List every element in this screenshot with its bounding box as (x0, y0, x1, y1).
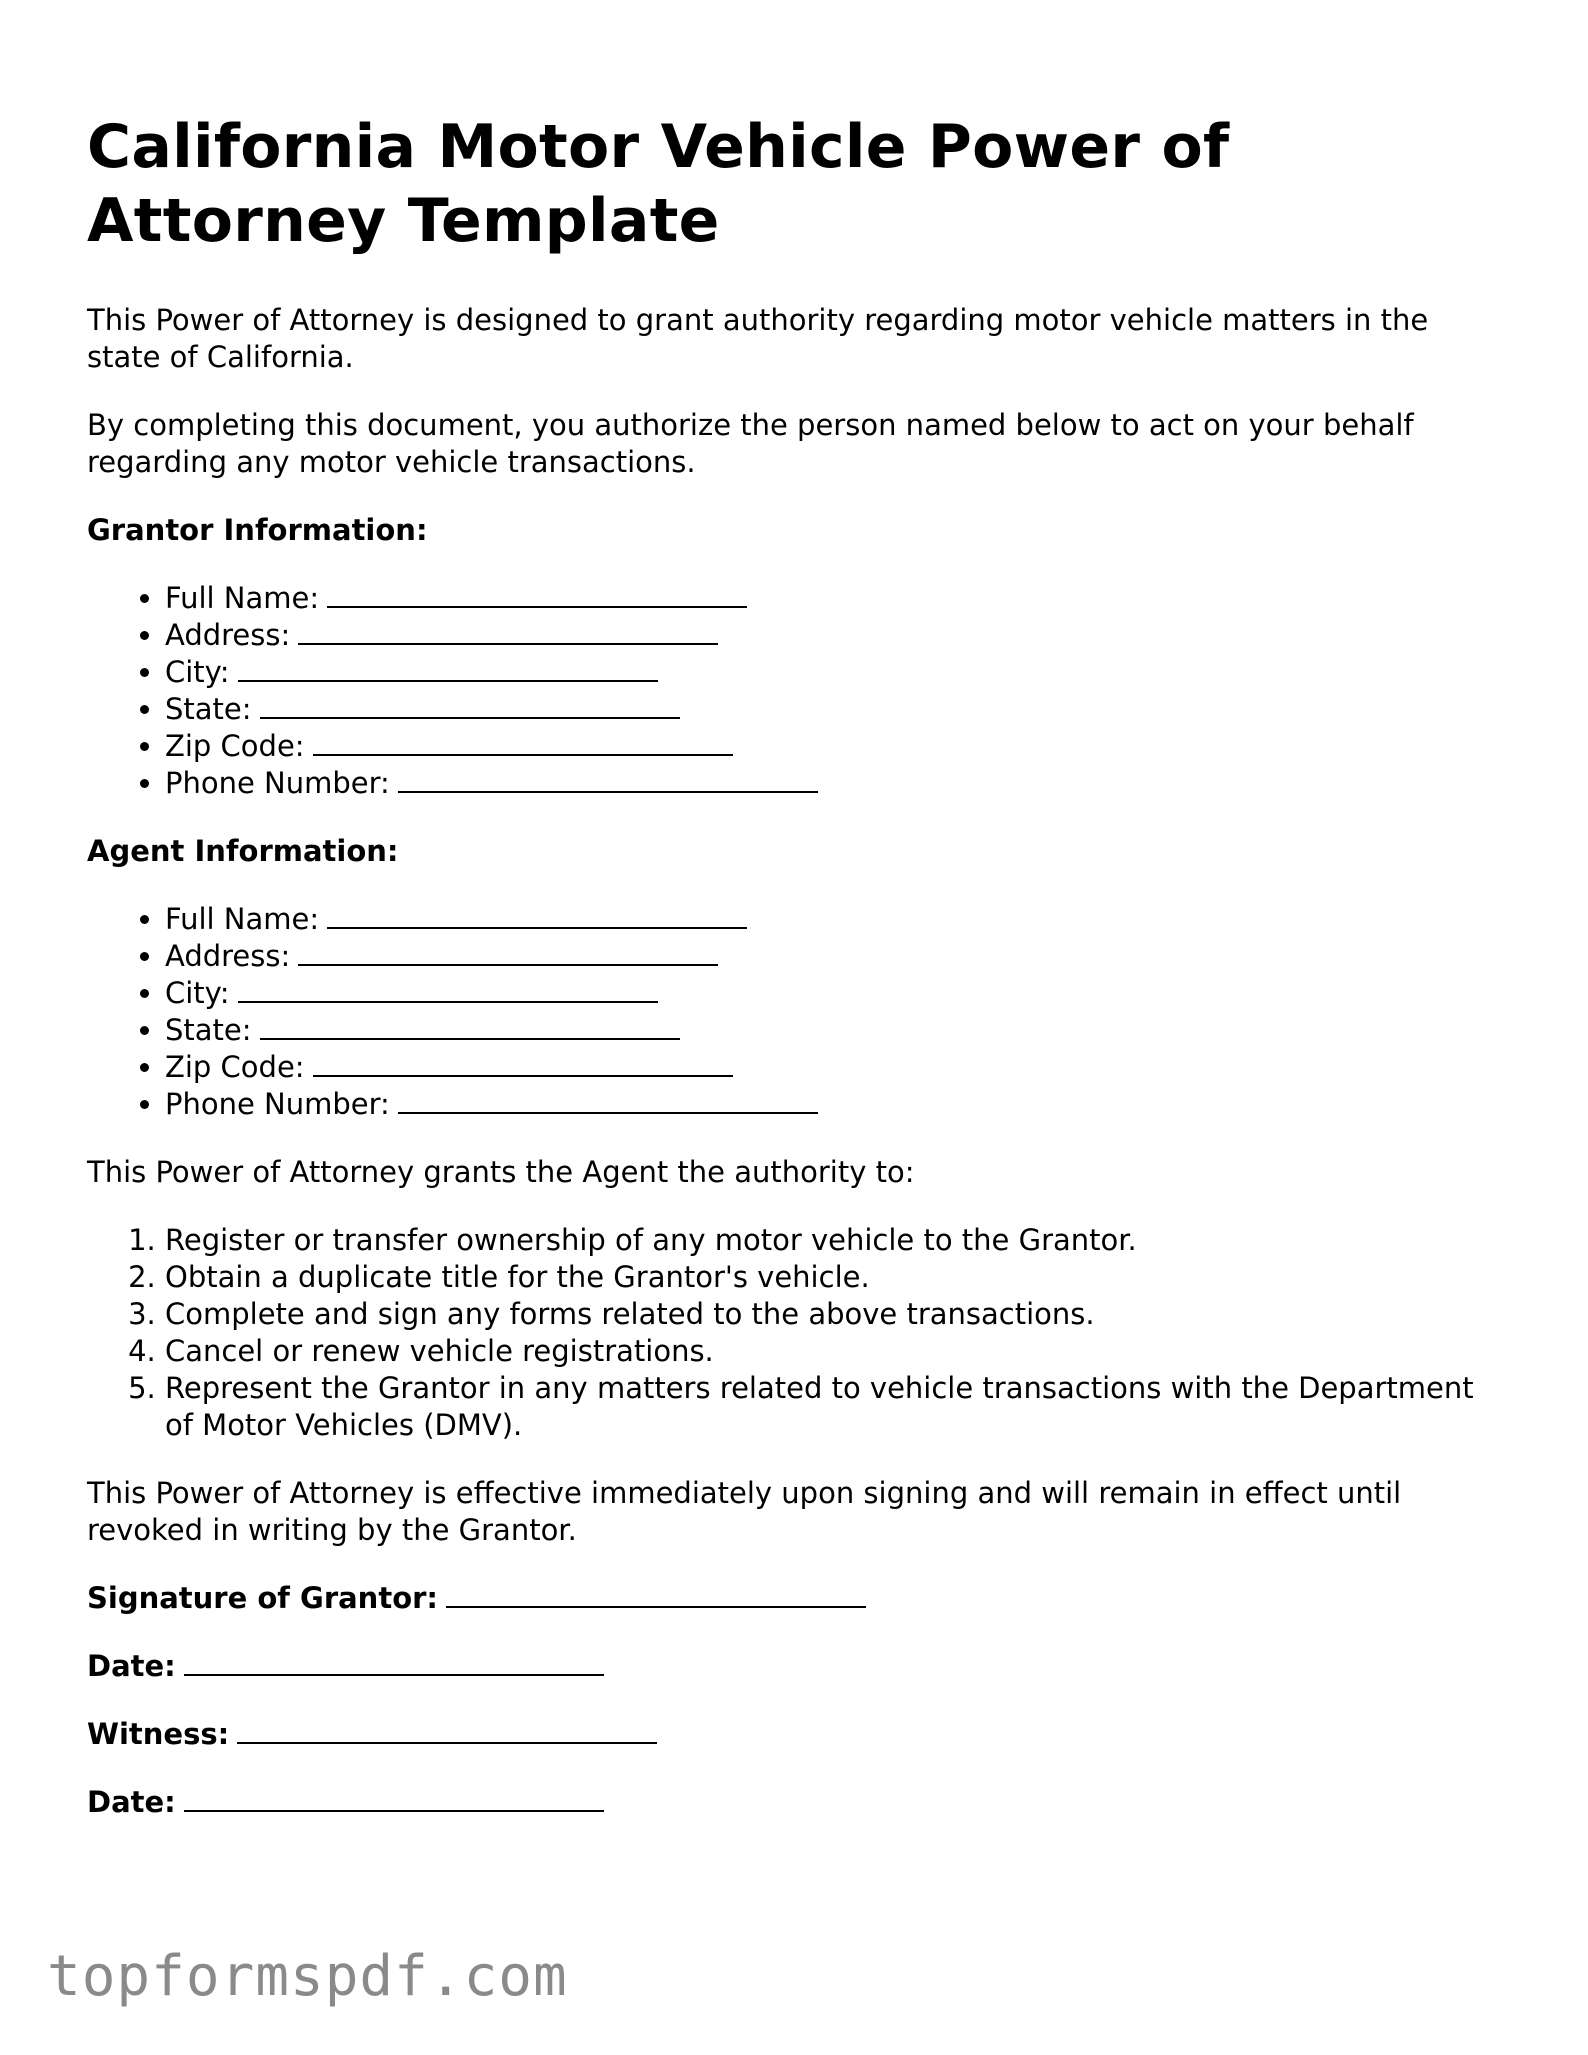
effective-paragraph: This Power of Attorney is effective immediately upon signing and will remain in effect until revoked in writing by the Grantor. (87, 1476, 1402, 1547)
blank-line[interactable] (313, 728, 733, 756)
field-label: Zip Code: (165, 1050, 305, 1084)
blank-line[interactable] (446, 1580, 866, 1608)
blank-line[interactable] (298, 938, 718, 966)
blank-line[interactable] (327, 901, 747, 929)
date-label-1: Date: (87, 1649, 176, 1683)
blank-line[interactable] (238, 654, 658, 682)
blank-line[interactable] (327, 580, 747, 608)
blank-line[interactable] (260, 691, 680, 719)
field-label: Full Name: (165, 902, 320, 936)
authority-item: 3. Complete and sign any forms related to the above transactions. (165, 1296, 1507, 1333)
grantor-heading: Grantor Information: (87, 513, 428, 547)
grantor-signature-line (87, 1580, 1507, 1617)
blank-line[interactable] (184, 1784, 604, 1812)
agent-heading: Agent Information: (87, 834, 399, 868)
agent-field-zip (165, 1049, 1507, 1086)
field-label: City: (165, 976, 230, 1010)
field-label: Address: (165, 939, 291, 973)
blank-line[interactable] (398, 765, 818, 793)
blank-line[interactable] (313, 1049, 733, 1077)
blank-line[interactable] (237, 1716, 657, 1744)
grantor-signature-label: Signature of Grantor: (87, 1581, 439, 1615)
agent-field-full-name (165, 901, 1507, 938)
document-page (87, 110, 1507, 1821)
grantor-field-phone (165, 765, 1507, 802)
document-title: California Motor Vehicle Power of Attorney Template (87, 112, 1230, 256)
grantor-field-zip (165, 728, 1507, 765)
authorities-list (87, 1222, 1507, 1444)
agent-field-city (165, 975, 1507, 1012)
witness-label: Witness: (87, 1717, 230, 1751)
date-line-1 (87, 1648, 1507, 1685)
blank-line[interactable] (238, 975, 658, 1003)
date-line-2 (87, 1784, 1507, 1821)
grantor-field-city (165, 654, 1507, 691)
authority-item: 4. Cancel or renew vehicle registrations. (165, 1333, 1507, 1370)
authority-item: 1. Register or transfer ownership of any motor vehicle to the Grantor. (165, 1222, 1507, 1259)
watermark: topformspdf.com (47, 1944, 568, 2009)
blank-line[interactable] (260, 1012, 680, 1040)
agent-field-phone (165, 1086, 1507, 1123)
field-label: Zip Code: (165, 729, 305, 763)
field-label: Address: (165, 618, 291, 652)
witness-line (87, 1716, 1507, 1753)
authority-item: 5. Represent the Grantor in any matters related to vehicle transactions with the Department of Motor Vehicles (DMV). (165, 1370, 1507, 1444)
blank-line[interactable] (298, 617, 718, 645)
agent-field-address (165, 938, 1507, 975)
authority-item: 2. Obtain a duplicate title for the Grantor's vehicle. (165, 1259, 1507, 1296)
intro-paragraph-2: By completing this document, you authorize the person named below to act on your behalf regarding any motor vehicle transactions. (87, 408, 1414, 479)
blank-line[interactable] (184, 1648, 604, 1676)
grantor-fields-list (87, 580, 1507, 802)
field-label: Phone Number: (165, 1087, 390, 1121)
field-label: State: (165, 1013, 252, 1047)
date-label-2: Date: (87, 1785, 176, 1819)
grantor-field-address (165, 617, 1507, 654)
field-label: State: (165, 692, 252, 726)
field-label: Phone Number: (165, 766, 390, 800)
grantor-field-state (165, 691, 1507, 728)
intro-paragraph-1: This Power of Attorney is designed to grant authority regarding motor vehicle matters in the state of California. (87, 303, 1429, 374)
grantor-field-full-name (165, 580, 1507, 617)
blank-line[interactable] (398, 1086, 818, 1114)
field-label: Full Name: (165, 581, 320, 615)
agent-fields-list (87, 901, 1507, 1123)
agent-field-state (165, 1012, 1507, 1049)
field-label: City: (165, 655, 230, 689)
grants-intro: This Power of Attorney grants the Agent the authority to: (87, 1155, 915, 1189)
